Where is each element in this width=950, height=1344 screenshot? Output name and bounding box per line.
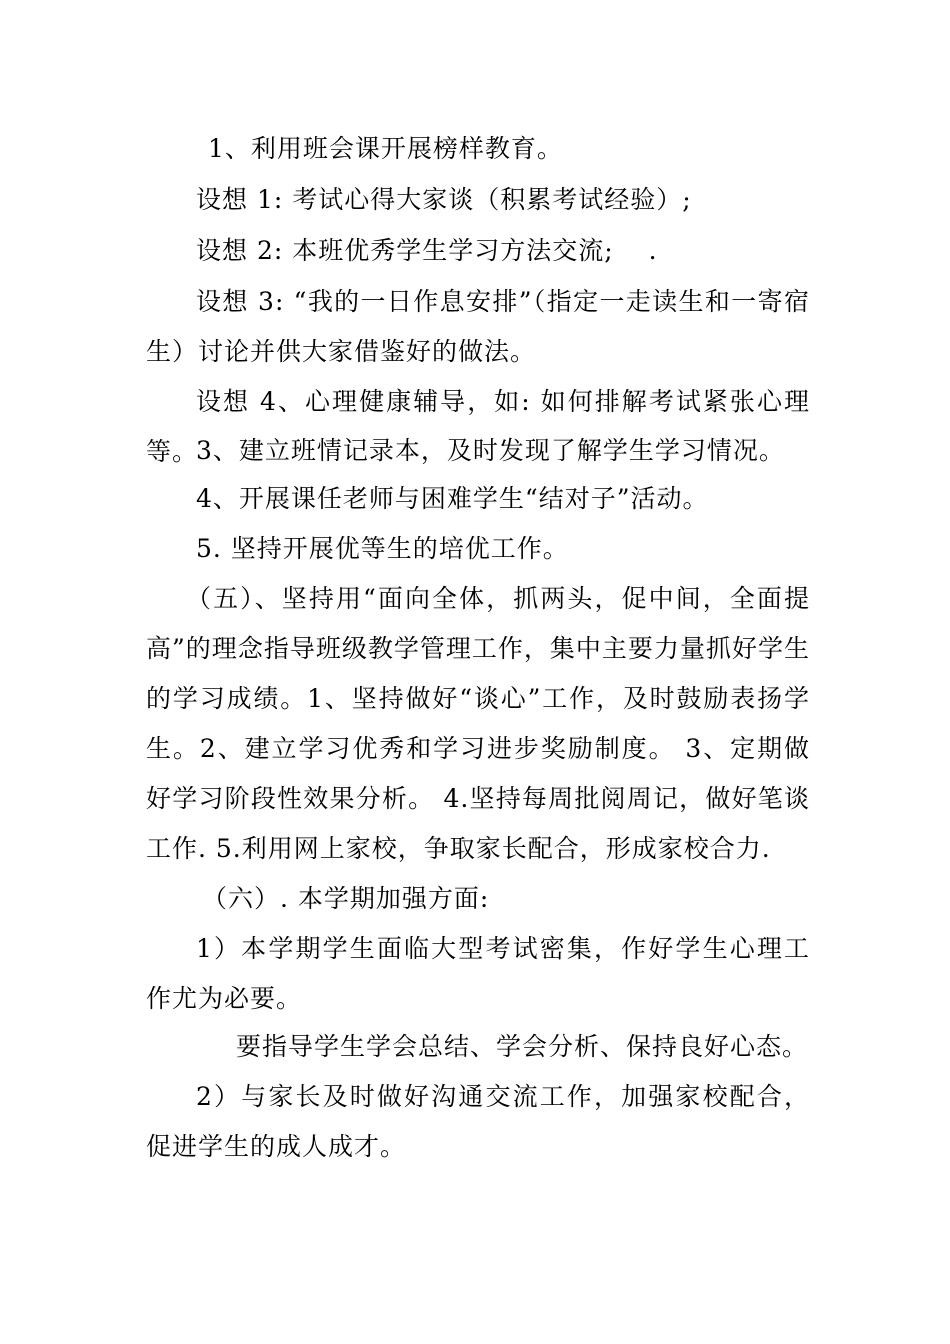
paragraph-idea-4: 设想 4、心理健康辅导，如: 如何排解考试紧张心理等。 bbox=[146, 387, 810, 466]
paragraph-item-5: 5. 坚持开展优等生的培优工作。 bbox=[196, 534, 569, 563]
paragraph-role-model-education: 1、利用班会课开展榜样教育。 bbox=[208, 134, 563, 163]
paragraph-section-six-heading: （六）. 本学期加强方面: bbox=[202, 884, 490, 913]
paragraph-idea-3: 设想 3: “我的一日作息安排”（指定一走读生和一寄宿生）讨论并供大家借鉴好的做法。 bbox=[146, 287, 810, 366]
paragraph-section-five: （五）、坚持用“面向全体，抓两头，促中间，全面提高”的理念指导班级教学管理工作，集中主要力量抓好学生的学习成绩。1、坚持做好“谈心”工作，及时鼓励表扬学生。2、建立学习优秀和学习进步奖励制度。 3、定期做好学习阶段性效果分析。 4.坚持每周批阅周记，做好笔谈工作. 5.利用网上家校，争取家长配合，形成家校合力. bbox=[146, 584, 810, 863]
paragraph-strengthen-1: 1）本学期学生面临大型考试密集，作好学生心理工作尤为必要。 bbox=[146, 934, 810, 1013]
paragraph-idea-1: 设想 1: 考试心得大家谈（积累考试经验）; bbox=[196, 185, 692, 214]
paragraph-strengthen-2: 2）与家长及时做好沟通交流工作，加强家校配合，促进学生的成人成才。 bbox=[146, 1082, 810, 1161]
paragraph-guidance: 要指导学生学会总结、学会分析、保持良好心态。 bbox=[236, 1032, 809, 1061]
paragraph-item-4: 4、开展课任老师与困难学生“结对子”活动。 bbox=[196, 484, 709, 513]
paragraph-idea-2: 设想 2: 本班优秀学生学习方法交流; . bbox=[196, 236, 658, 265]
paragraph-item-3: 3、建立班情记录本，及时发现了解学生学习情况。 bbox=[196, 436, 785, 465]
